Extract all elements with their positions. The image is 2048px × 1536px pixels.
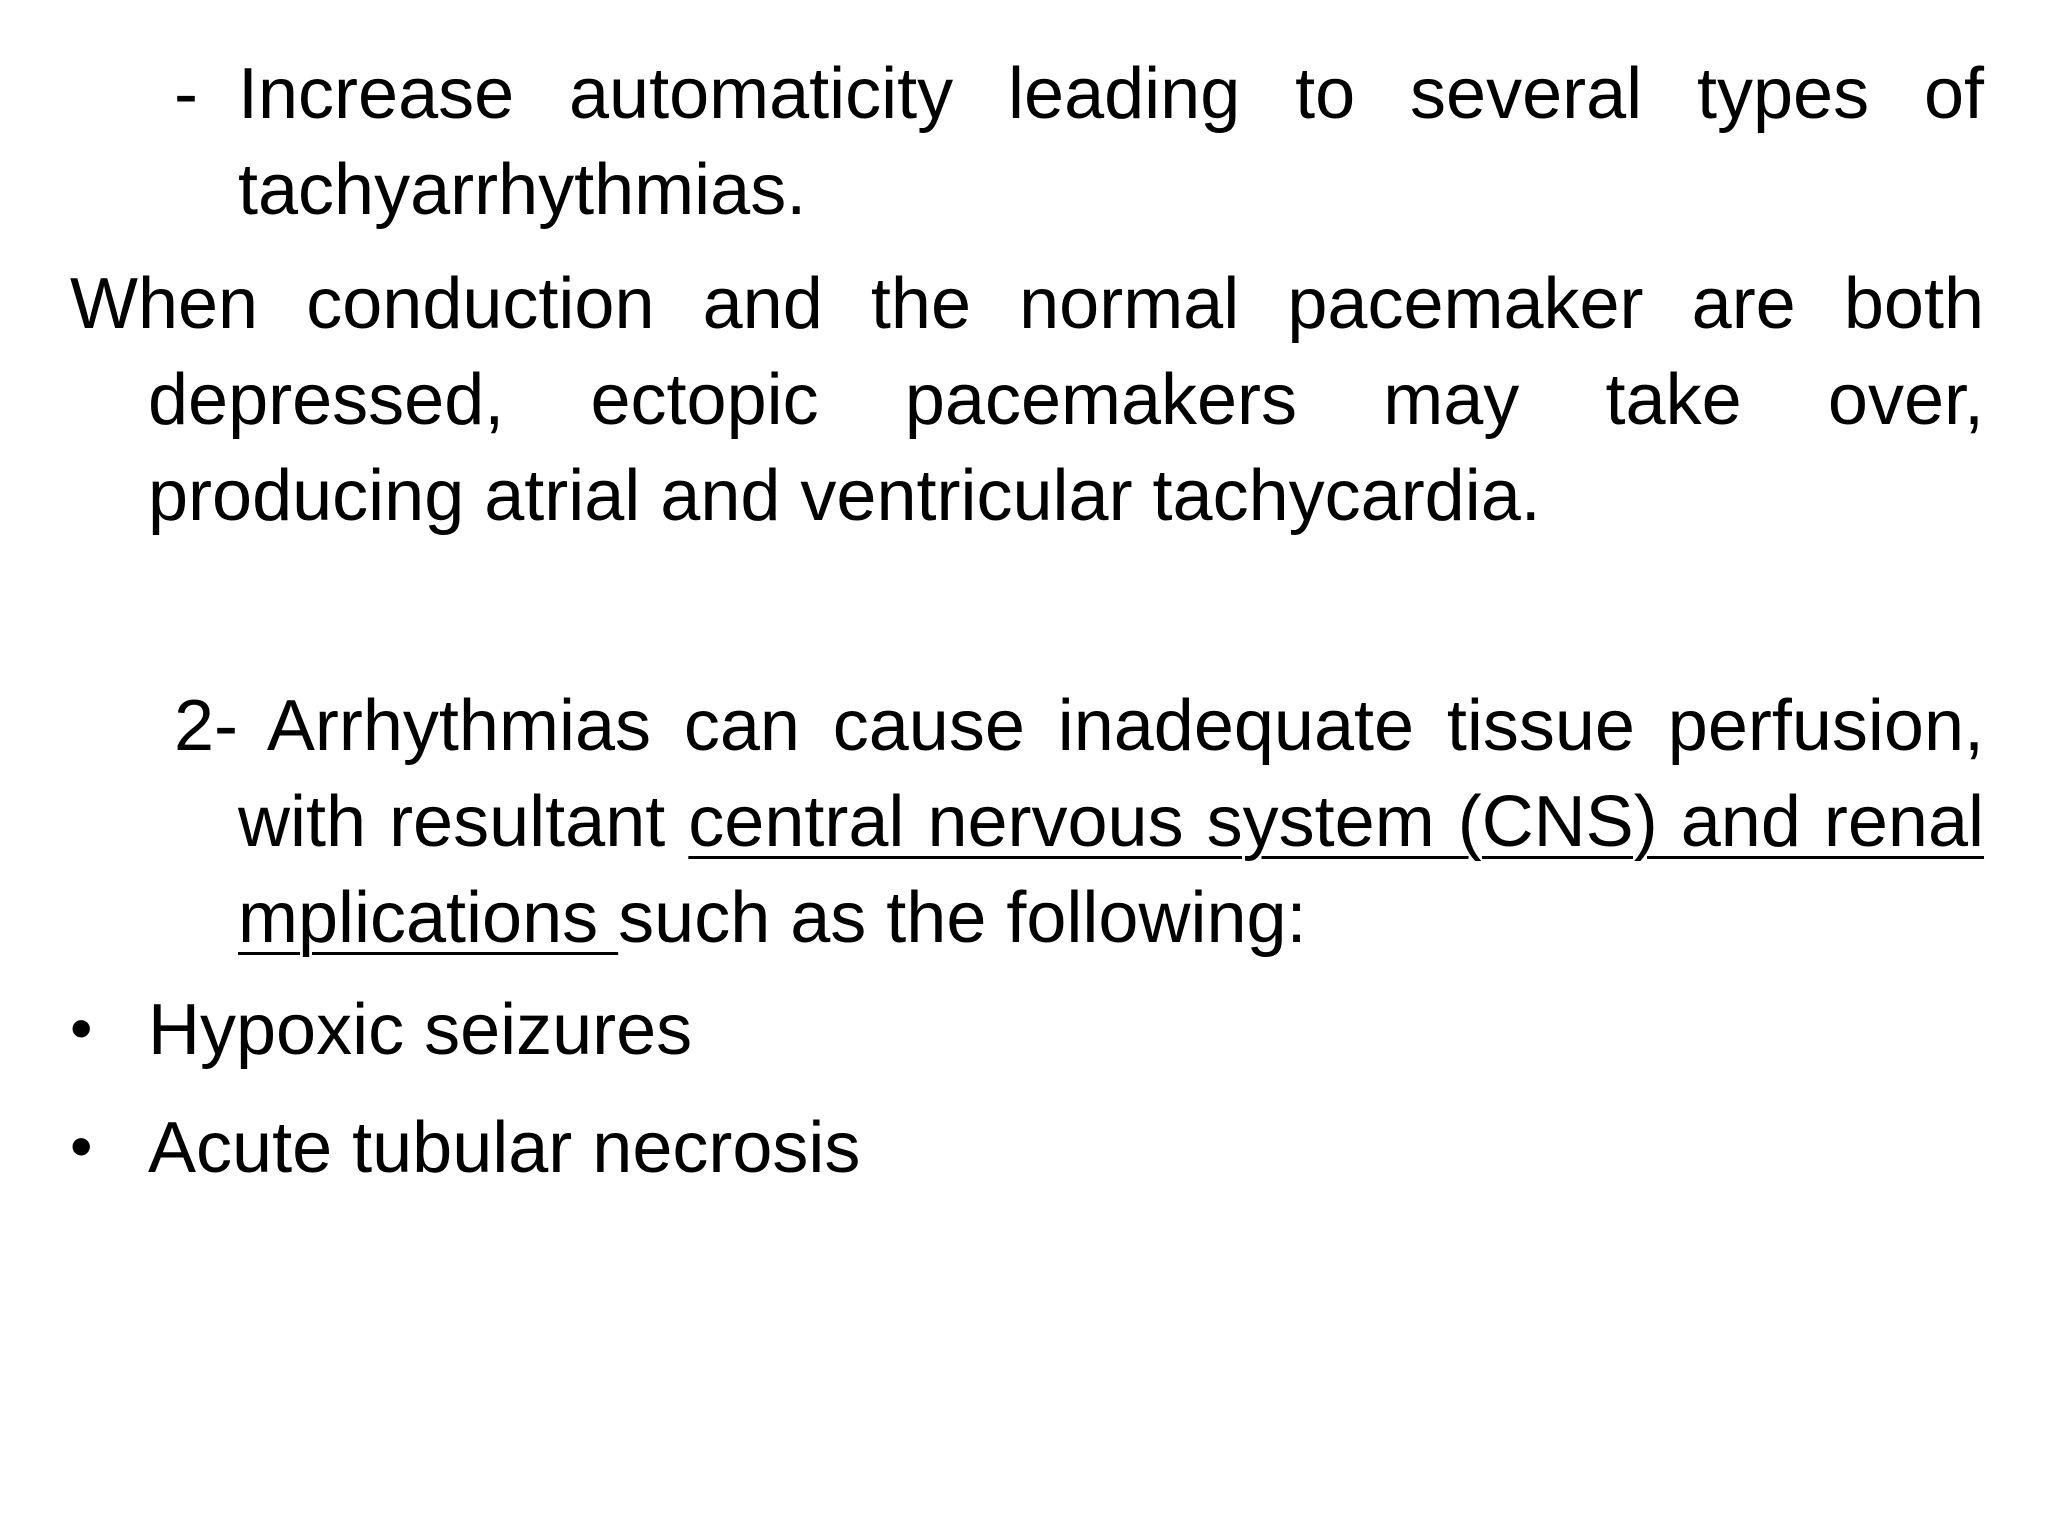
dash-marker: - bbox=[174, 54, 198, 134]
point-two-text-after: such as the following: bbox=[618, 878, 1307, 958]
point-two-number: 2- bbox=[174, 686, 239, 766]
bullet-item-hypoxic-seizures: Hypoxic seizures bbox=[148, 990, 693, 1070]
bullet-icon: • bbox=[70, 992, 93, 1064]
point-two-paragraph bbox=[174, 678, 1985, 966]
point-two-text: Arrhythmias can cause inadequate tissue perfusion, with resultant bbox=[238, 686, 1985, 862]
bullet-item-acute-tubular-necrosis: Acute tubular necrosis bbox=[148, 1108, 861, 1188]
bullet-icon: • bbox=[70, 1110, 93, 1182]
automaticity-text: Increase automaticity leading to several types of tachyarrhythmias. bbox=[238, 54, 1984, 230]
point-two-underlined: central nervous system (CNS) and renal mplications bbox=[238, 782, 1985, 958]
conduction-paragraph: When conduction and the normal pacemaker are both depressed, ectopic pacemakers may take over, producing atrial and ventricular tachycardia. bbox=[70, 264, 1984, 536]
